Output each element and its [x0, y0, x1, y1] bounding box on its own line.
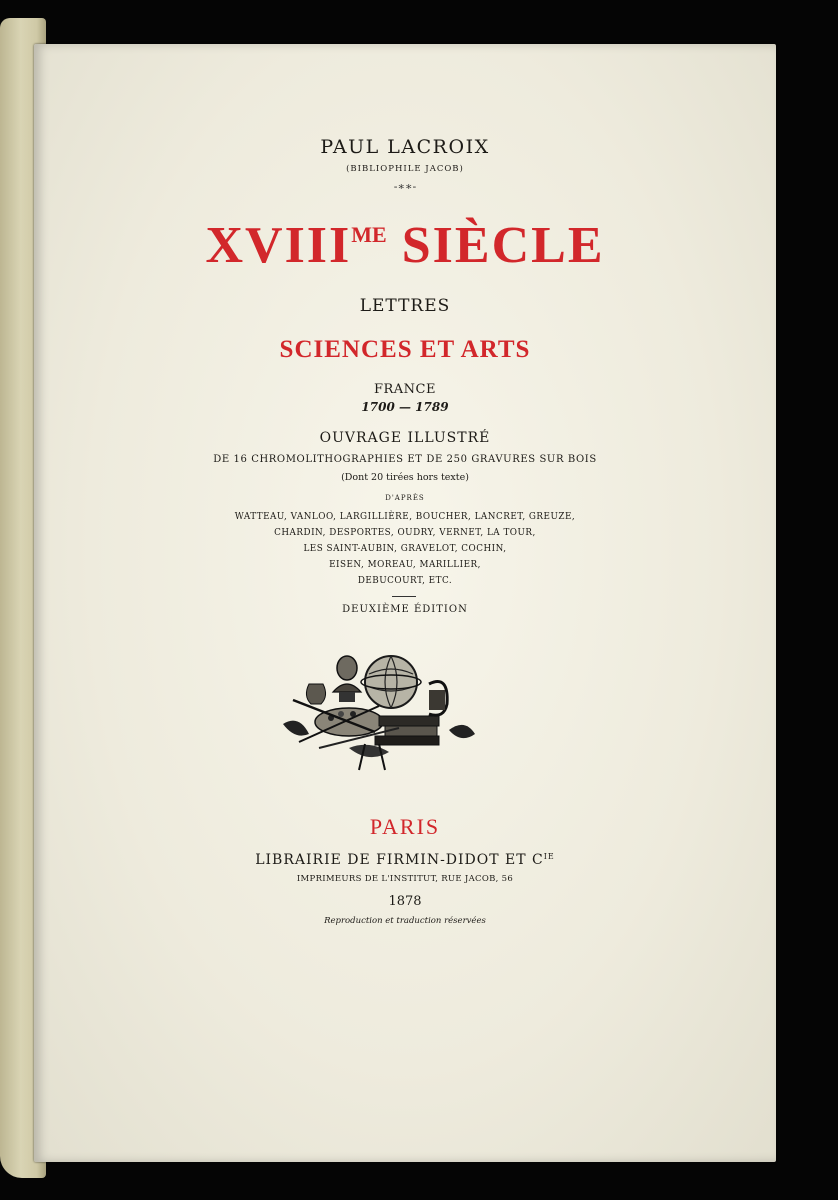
- subtitle-sciences-arts: SCIENCES ET ARTS: [279, 336, 531, 363]
- title-numeral: XVIII: [205, 217, 352, 274]
- subtitle-lettres: LETTRES: [359, 296, 451, 316]
- rights-notice: Reproduction et traduction réservées: [324, 916, 486, 926]
- publisher-name: LIBRAIRIE DE FIRMIN-DIDOT ET C: [255, 852, 544, 868]
- after-label: D'APRÈS: [385, 494, 425, 502]
- country: FRANCE: [373, 382, 436, 397]
- artists-line: LES SAINT-AUBIN, GRAVELOT, COCHIN,: [303, 544, 507, 554]
- small-ornament-icon: -∗∗-: [393, 180, 417, 193]
- book-title: [34, 216, 776, 275]
- city: PARIS: [369, 814, 441, 839]
- illustrations-note: (Dont 20 tirées hors texte): [341, 472, 469, 483]
- work-description: OUVRAGE ILLUSTRÉ: [319, 430, 491, 446]
- author-name: PAUL LACROIX: [320, 136, 490, 158]
- arts-and-sciences-engraving-icon: [279, 644, 479, 774]
- publication-year: 1878: [388, 894, 422, 909]
- artists-line: WATTEAU, VANLOO, LARGILLIÈRE, BOUCHER, LANCRET, GREUZE,: [234, 512, 576, 522]
- artists-line: DEBUCOURT, ETC.: [357, 576, 453, 586]
- printers-line: IMPRIMEURS DE L'INSTITUT, RUE JACOB, 56: [296, 874, 514, 884]
- illustrations-line: DE 16 CHROMOLITHOGRAPHIES ET DE 250 GRAVURES SUR BOIS: [213, 454, 597, 465]
- publisher: [34, 852, 776, 868]
- date-range: 1700 — 1789: [361, 400, 449, 414]
- title-word: SIÈCLE: [401, 217, 605, 274]
- divider-rule: [392, 596, 416, 597]
- author-pseudonym: (BIBLIOPHILE JACOB): [346, 164, 464, 174]
- publisher-superscript: IE: [543, 852, 555, 861]
- artists-line: CHARDIN, DESPORTES, OUDRY, VERNET, LA TOUR,: [274, 528, 536, 538]
- edition: DEUXIÈME ÉDITION: [342, 604, 468, 615]
- title-page: [34, 44, 776, 1162]
- artists-line: EISEN, MOREAU, MARILLIER,: [329, 560, 481, 570]
- title-superscript: ME: [351, 222, 387, 247]
